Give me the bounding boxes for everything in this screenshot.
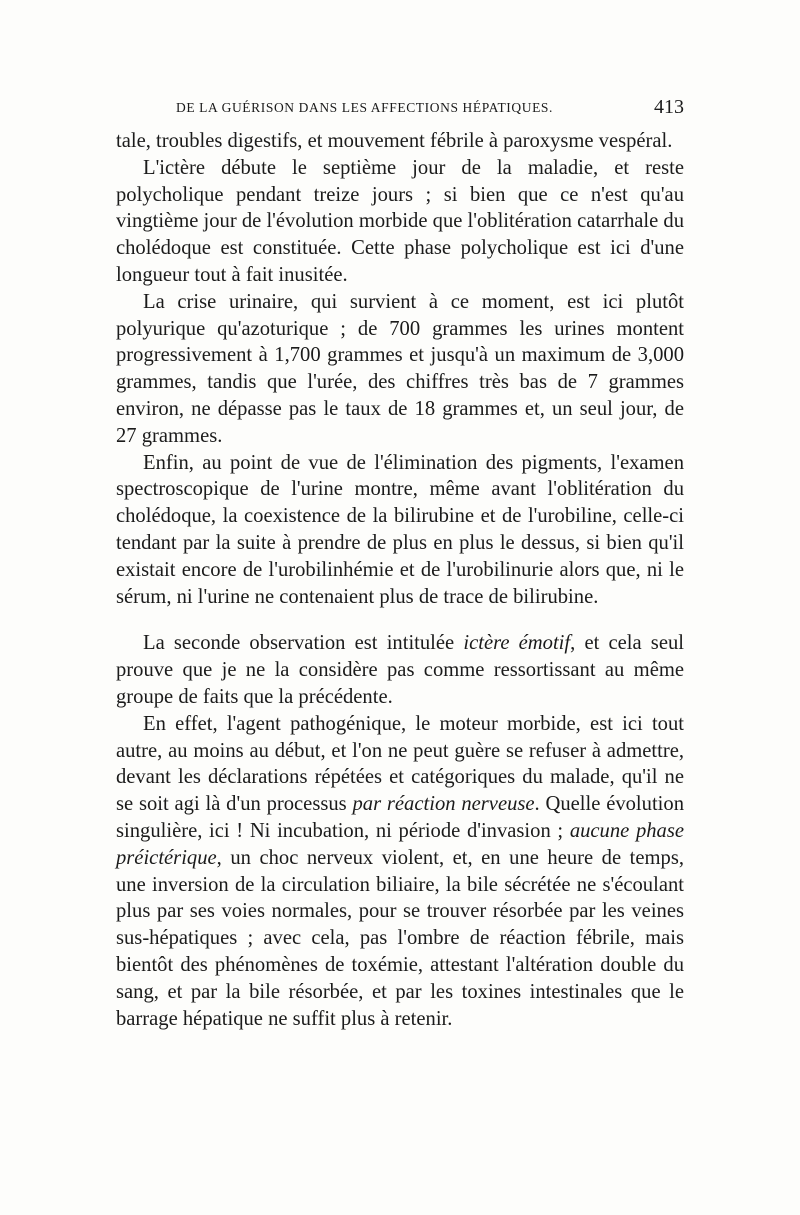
- page-number: 413: [654, 96, 684, 118]
- paragraph-ictere-debut: L'ictère débute le septième jour de la maladie, et reste polycholique pendant treize jours ; si bien que ce n'est qu'au vingtième jour de l'évolution morbide que l'oblitération catarrhale du cholédoque est constituée. Cette phase polycholique est ici d'une longueur tout à fait inusitée.: [116, 156, 684, 286]
- paragraph-continuation: tale, troubles digestifs, et mouvement fébrile à paroxysme vespéral.: [116, 130, 673, 152]
- body-text: [116, 128, 684, 1032]
- text-run: , un choc nerveux violent, et, en une heure de temps, une inversion de la circulation biliaire, la bile sécrétée ne s'écoulant plus par ses voies normales, pour se trouver résorbée par les veines sus-hépatiques ; avec cela, pas l'ombre de réaction fébrile, mais bientôt des phénomènes de toxémie, attestant l'altération double du sang, et par la bile résorbée, et par les toxines intestinales que le barrage hépatique ne suffit plus à retenir.: [116, 846, 684, 1030]
- running-head: DE LA GUÉRISON DANS LES AFFECTIONS HÉPATIQUES.: [176, 100, 554, 115]
- italic-term: par réaction nerveuse: [352, 793, 535, 816]
- page-header: [176, 96, 684, 124]
- text-run: La seconde observation est intitulée: [143, 632, 464, 655]
- paragraph-elimination-pigments: Enfin, au point de vue de l'élimination des pigments, l'examen spectroscopique de l'urine montre, même avant l'oblitération du cholédoque, la coexistence de la bilirubine et de l'urobiline, celle-ci tendant par la suite à prendre de plus en plus le dessus, si bien qu'il existait encore de l'urobilinhémie et de l'urobilinurie alors que, ni le sérum, ni l'urine ne contenaient plus de trace de bilirubine.: [116, 451, 684, 608]
- text-run: . Quelle évolution singulière, ici ! Ni incubation, ni période d'invasion ;: [116, 793, 684, 842]
- text-run: En effet, l'agent pathogénique, le moteur morbide, est ici tout autre, au moins au début, et l'on ne peut guère se refuser à admettre, devant les déclarations répétées et catégoriques du malade, qu'il ne se soit agi là d'un processus: [116, 712, 684, 816]
- italic-term: aucune phase préictérique: [116, 819, 684, 869]
- italic-term: ictère émotif: [463, 632, 571, 655]
- paragraph-seconde-observation: [116, 630, 684, 710]
- paragraph-crise-urinaire: La crise urinaire, qui survient à ce moment, est ici plutôt polyurique qu'azoturique ; de 700 grammes les urines montent progressivement à 1,700 grammes et jusqu'à un maximum de 3,000 grammes, tandis que l'urée, des chiffres très bas de 7 grammes environ, ne dépasse pas le taux de 18 grammes et, un seul jour, de 27 grammes.: [116, 290, 684, 447]
- paragraph-en-effet: [116, 711, 684, 1033]
- text-run: , et cela seul prouve que je ne la considère pas comme ressortissant au même groupe de faits que la précédente.: [116, 632, 684, 708]
